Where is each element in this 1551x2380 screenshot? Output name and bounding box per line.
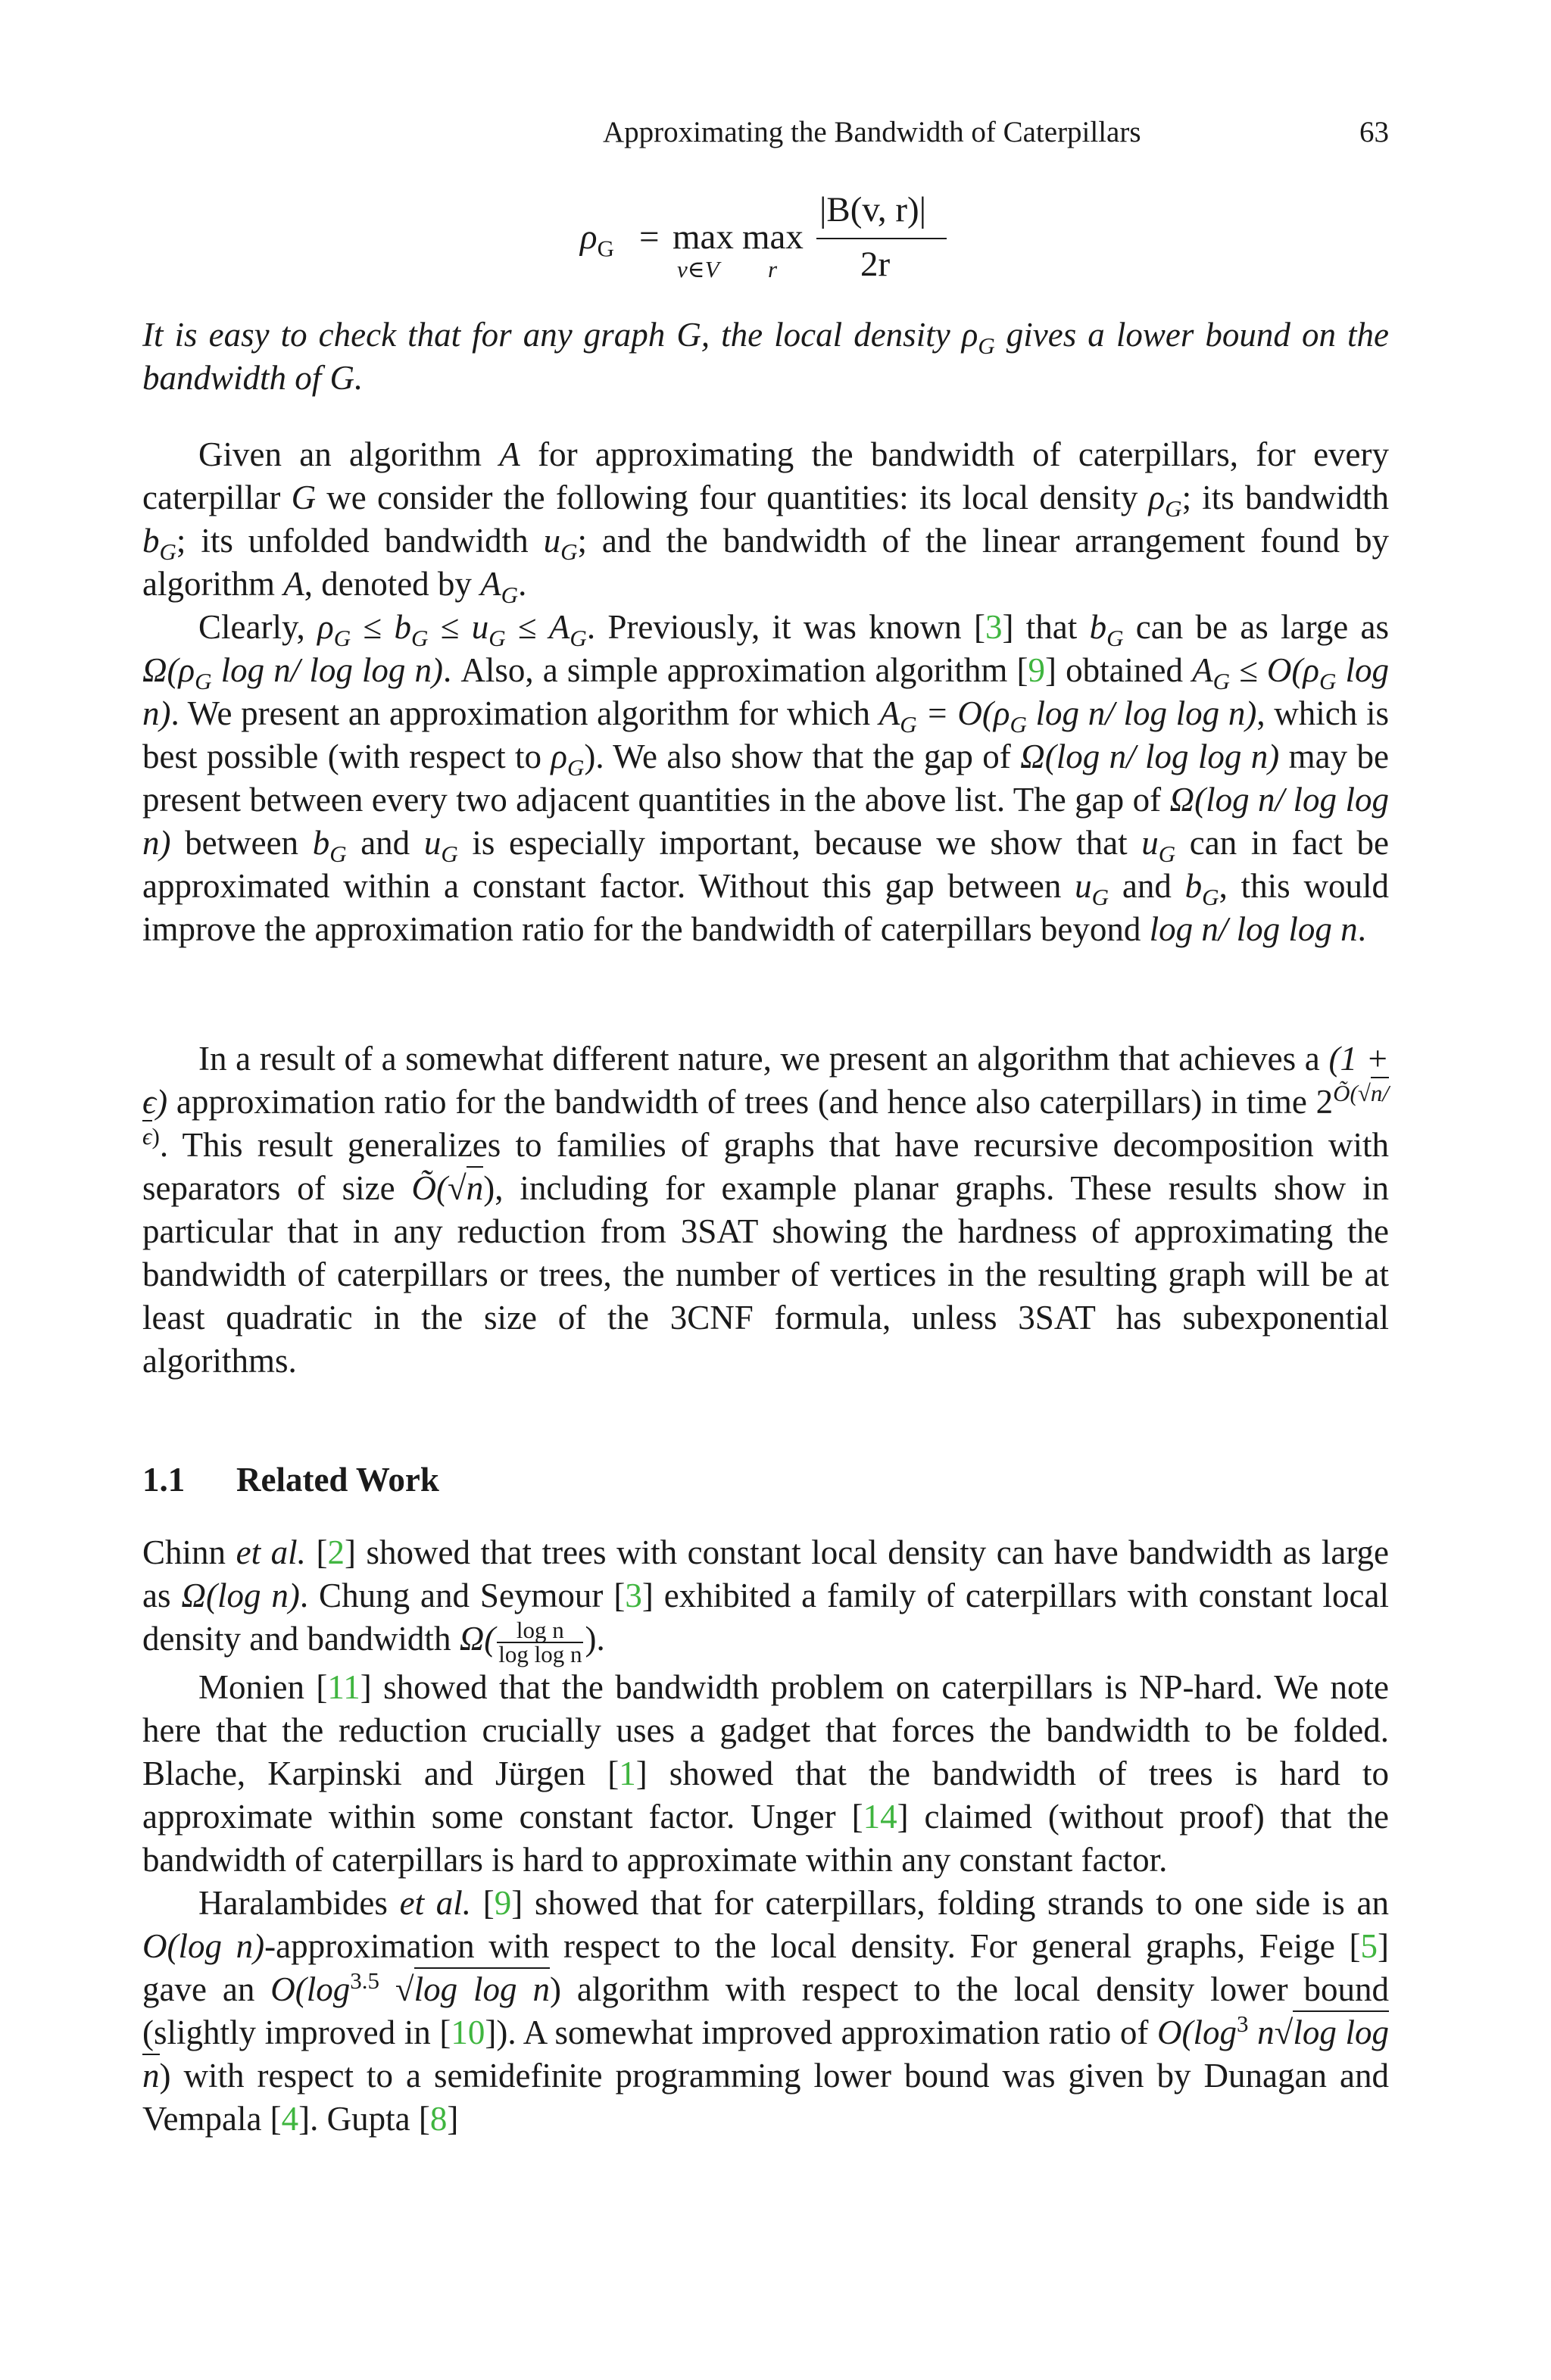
citation-11[interactable]: 11 bbox=[327, 1667, 360, 1706]
eq-numerator: |B(v, r)| bbox=[819, 190, 927, 229]
citation-14[interactable]: 14 bbox=[863, 1797, 897, 1836]
eq-max-v-sub: v∈V bbox=[677, 256, 719, 282]
citation-5[interactable]: 5 bbox=[1360, 1926, 1378, 1965]
citation-3b[interactable]: 3 bbox=[625, 1577, 642, 1614]
paragraph-ptas: In a result of a somewhat different nature, we present an algorithm that achieves a (1 + ϵ) approximation ratio for the bandwidth of trees (and hence also caterpillars) in time $2^{Õ(√n/\epsilon)}$. This result generalizes to families of graphs that have recursive decomposition with separators of size Õ(√n), including for example planar graphs. These results show in particular that in any reduction from 3SAT showing the hardness of approximating the bandwidth of caterpillars or trees, the number of vertices in the resulting graph will be at least quadratic in the size of the 3CNF formula, unless 3SAT has subexponential algorithms. bbox=[142, 1040, 1389, 1380]
eq-equals: = bbox=[639, 217, 660, 257]
eq-max-v: max bbox=[673, 217, 734, 257]
eq-denominator: 2r bbox=[860, 245, 891, 284]
section-title: Related Work bbox=[236, 1461, 439, 1499]
running-header bbox=[603, 114, 1389, 151]
related-paragraph-3: Haralambides et al. [9] showed that for caterpillars, folding strands to one side is an O(log n)-approximation with respect to the local density. For general graphs, Feige [5] gave an $O(\log^{3.5}$ √log log n) algorithm with respect to the local density lower bound (slightly improved in [10]). A somewhat improved approximation ratio of $O(\log^3$ n√log log n) with respect to a semidefinite programming lower bound was given by Dunagan and Vempala [4]. Gupta [8] bbox=[142, 1883, 1390, 2138]
citation-2[interactable]: 2 bbox=[327, 1533, 345, 1571]
citation-9b[interactable]: 9 bbox=[494, 1883, 512, 1922]
section-number: 1.1 bbox=[142, 1461, 186, 1499]
eq-lhs: $\rho_G$ bbox=[580, 217, 614, 262]
running-title: Approximating the Bandwidth of Caterpillars bbox=[603, 116, 1141, 148]
eq-max-r: max bbox=[742, 217, 804, 257]
related-work-body bbox=[142, 1531, 1389, 2141]
local-density-equation bbox=[0, 188, 1551, 286]
page-number: 63 bbox=[1359, 116, 1389, 148]
eq-fraction-bar bbox=[816, 238, 947, 239]
paragraph-quantities: Given an algorithm A for approximating the bandwidth of caterpillars, for every caterpillar G we consider the following four quantities: its local density $\rho_G$; its bandwidth $b_G$; its unfolded bandwidth $u_G$; and the bandwidth of the linear arrangement found by algorithm A, denoted by $A_G$. bbox=[142, 435, 1390, 608]
related-paragraph-1: Chinn et al. [2] showed that trees with constant local density can have bandwidth as large as Ω(log n). Chung and Seymour [3] exhibited a family of caterpillars with constant local density and bandwidth Ω( $\frac{\text{log n}}{\text{log log n}}$ ). bbox=[142, 1533, 1389, 1667]
citation-3[interactable]: 3 bbox=[985, 608, 1003, 646]
citation-10[interactable]: 10 bbox=[451, 2013, 485, 2051]
citation-4[interactable]: 4 bbox=[281, 2099, 299, 2138]
paragraph-results: Clearly, $\rho_G \le b_G \le u_G \le A_G$. Previously, it was known [3] that $b_G$ can be as large as $\Omega(\rho_G$ log n/ log log n). Also, a simple approximation algorithm [9] obtained $A_G \le O(\rho_G$ log n). We present an approximation algorithm for which $A_G = O(\rho_G$ log n/ log log n), which is best possible (with respect to $\rho_G$). We also show that the gap of Ω(log n/ log log n) may be present between every two adjacent quantities in the above list. The gap of Ω(log n/ log log n) between $b_G$ and $u_G$ is especially important, because we show that $u_G$ can in fact be approximated within a constant factor. Without this gap between $u_G$ and $b_G$, this would improve the approximation ratio for the bandwidth of caterpillars beyond log n/ log log n. bbox=[142, 608, 1390, 948]
log-fraction: $\frac{\text{log n}}{\text{log log n}}$ bbox=[498, 1616, 582, 1667]
citation-1[interactable]: 1 bbox=[619, 1754, 636, 1792]
related-paragraph-2: Monien [11] showed that the bandwidth problem on caterpillars is NP-hard. We note here that the reduction crucially uses a gadget that forces the bandwidth to be folded. Blache, Karpinski and Jürgen [1] showed that the bandwidth of trees is hard to approximate within some constant factor. Unger [14] claimed (without proof) that the bandwidth of caterpillars is hard to approximate within any constant factor. bbox=[142, 1667, 1390, 1879]
citation-8[interactable]: 8 bbox=[429, 2099, 448, 2138]
section-heading-related-work bbox=[142, 1458, 1389, 1502]
citation-9[interactable]: 9 bbox=[1028, 651, 1045, 689]
eq-max-r-sub: r bbox=[768, 256, 778, 282]
lemma-statement: It is easy to check that for any graph G, the local density $\rho_G$ gives a lower bound on the bandwidth of G. bbox=[142, 316, 1389, 397]
